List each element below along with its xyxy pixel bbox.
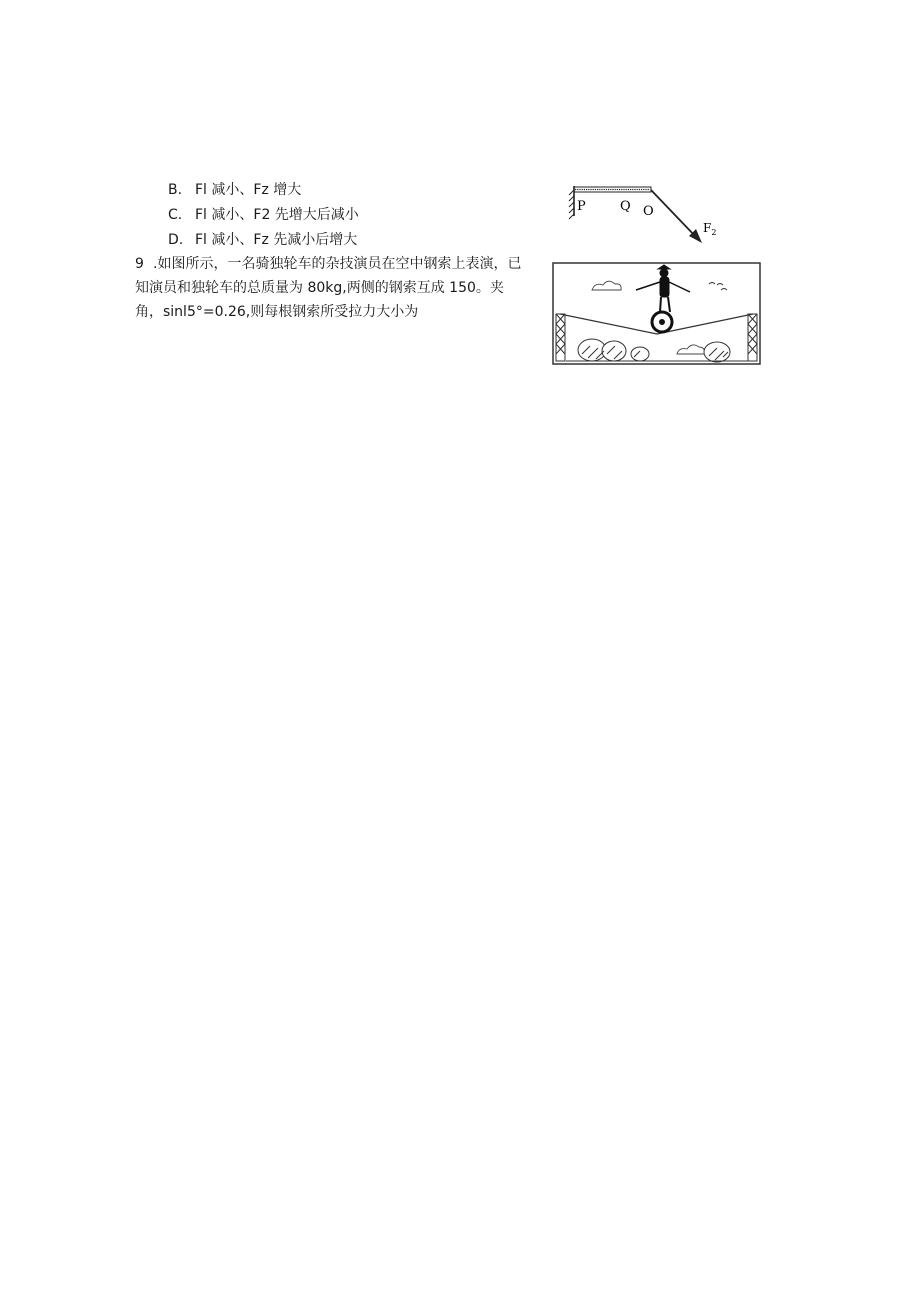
- label-q: Q: [620, 199, 631, 214]
- acrobat-scene: [552, 262, 762, 366]
- option-d-text: Fl 减小、Fz 先减小后增大: [195, 232, 358, 248]
- label-p: P: [577, 199, 586, 214]
- label-o: O: [643, 204, 654, 219]
- option-c: [168, 205, 359, 225]
- label-f2: $F_2$: [703, 221, 717, 237]
- option-c-text: Fl 减小、F2 先增大后减小: [195, 207, 359, 223]
- option-b-text: Fl 减小、Fz 增大: [195, 182, 302, 198]
- question-text: .如图所示，一名骑独轮车的杂技演员在空中钢索上表演，已知演员和独轮车的总质量为 80kg,两侧的钢索互成 150。夹角，sinl5°=0.26,则每根钢索所受拉力大小为: [135, 256, 522, 320]
- question-9: [135, 252, 525, 324]
- option-b-letter: B.: [168, 182, 183, 198]
- option-b: [168, 180, 301, 200]
- force-f2-line: [651, 190, 697, 238]
- option-d-letter: D.: [168, 232, 184, 248]
- option-c-letter: C.: [168, 207, 183, 223]
- option-d: [168, 230, 357, 250]
- question-number: 9: [135, 256, 144, 272]
- force-diagram: [565, 180, 725, 256]
